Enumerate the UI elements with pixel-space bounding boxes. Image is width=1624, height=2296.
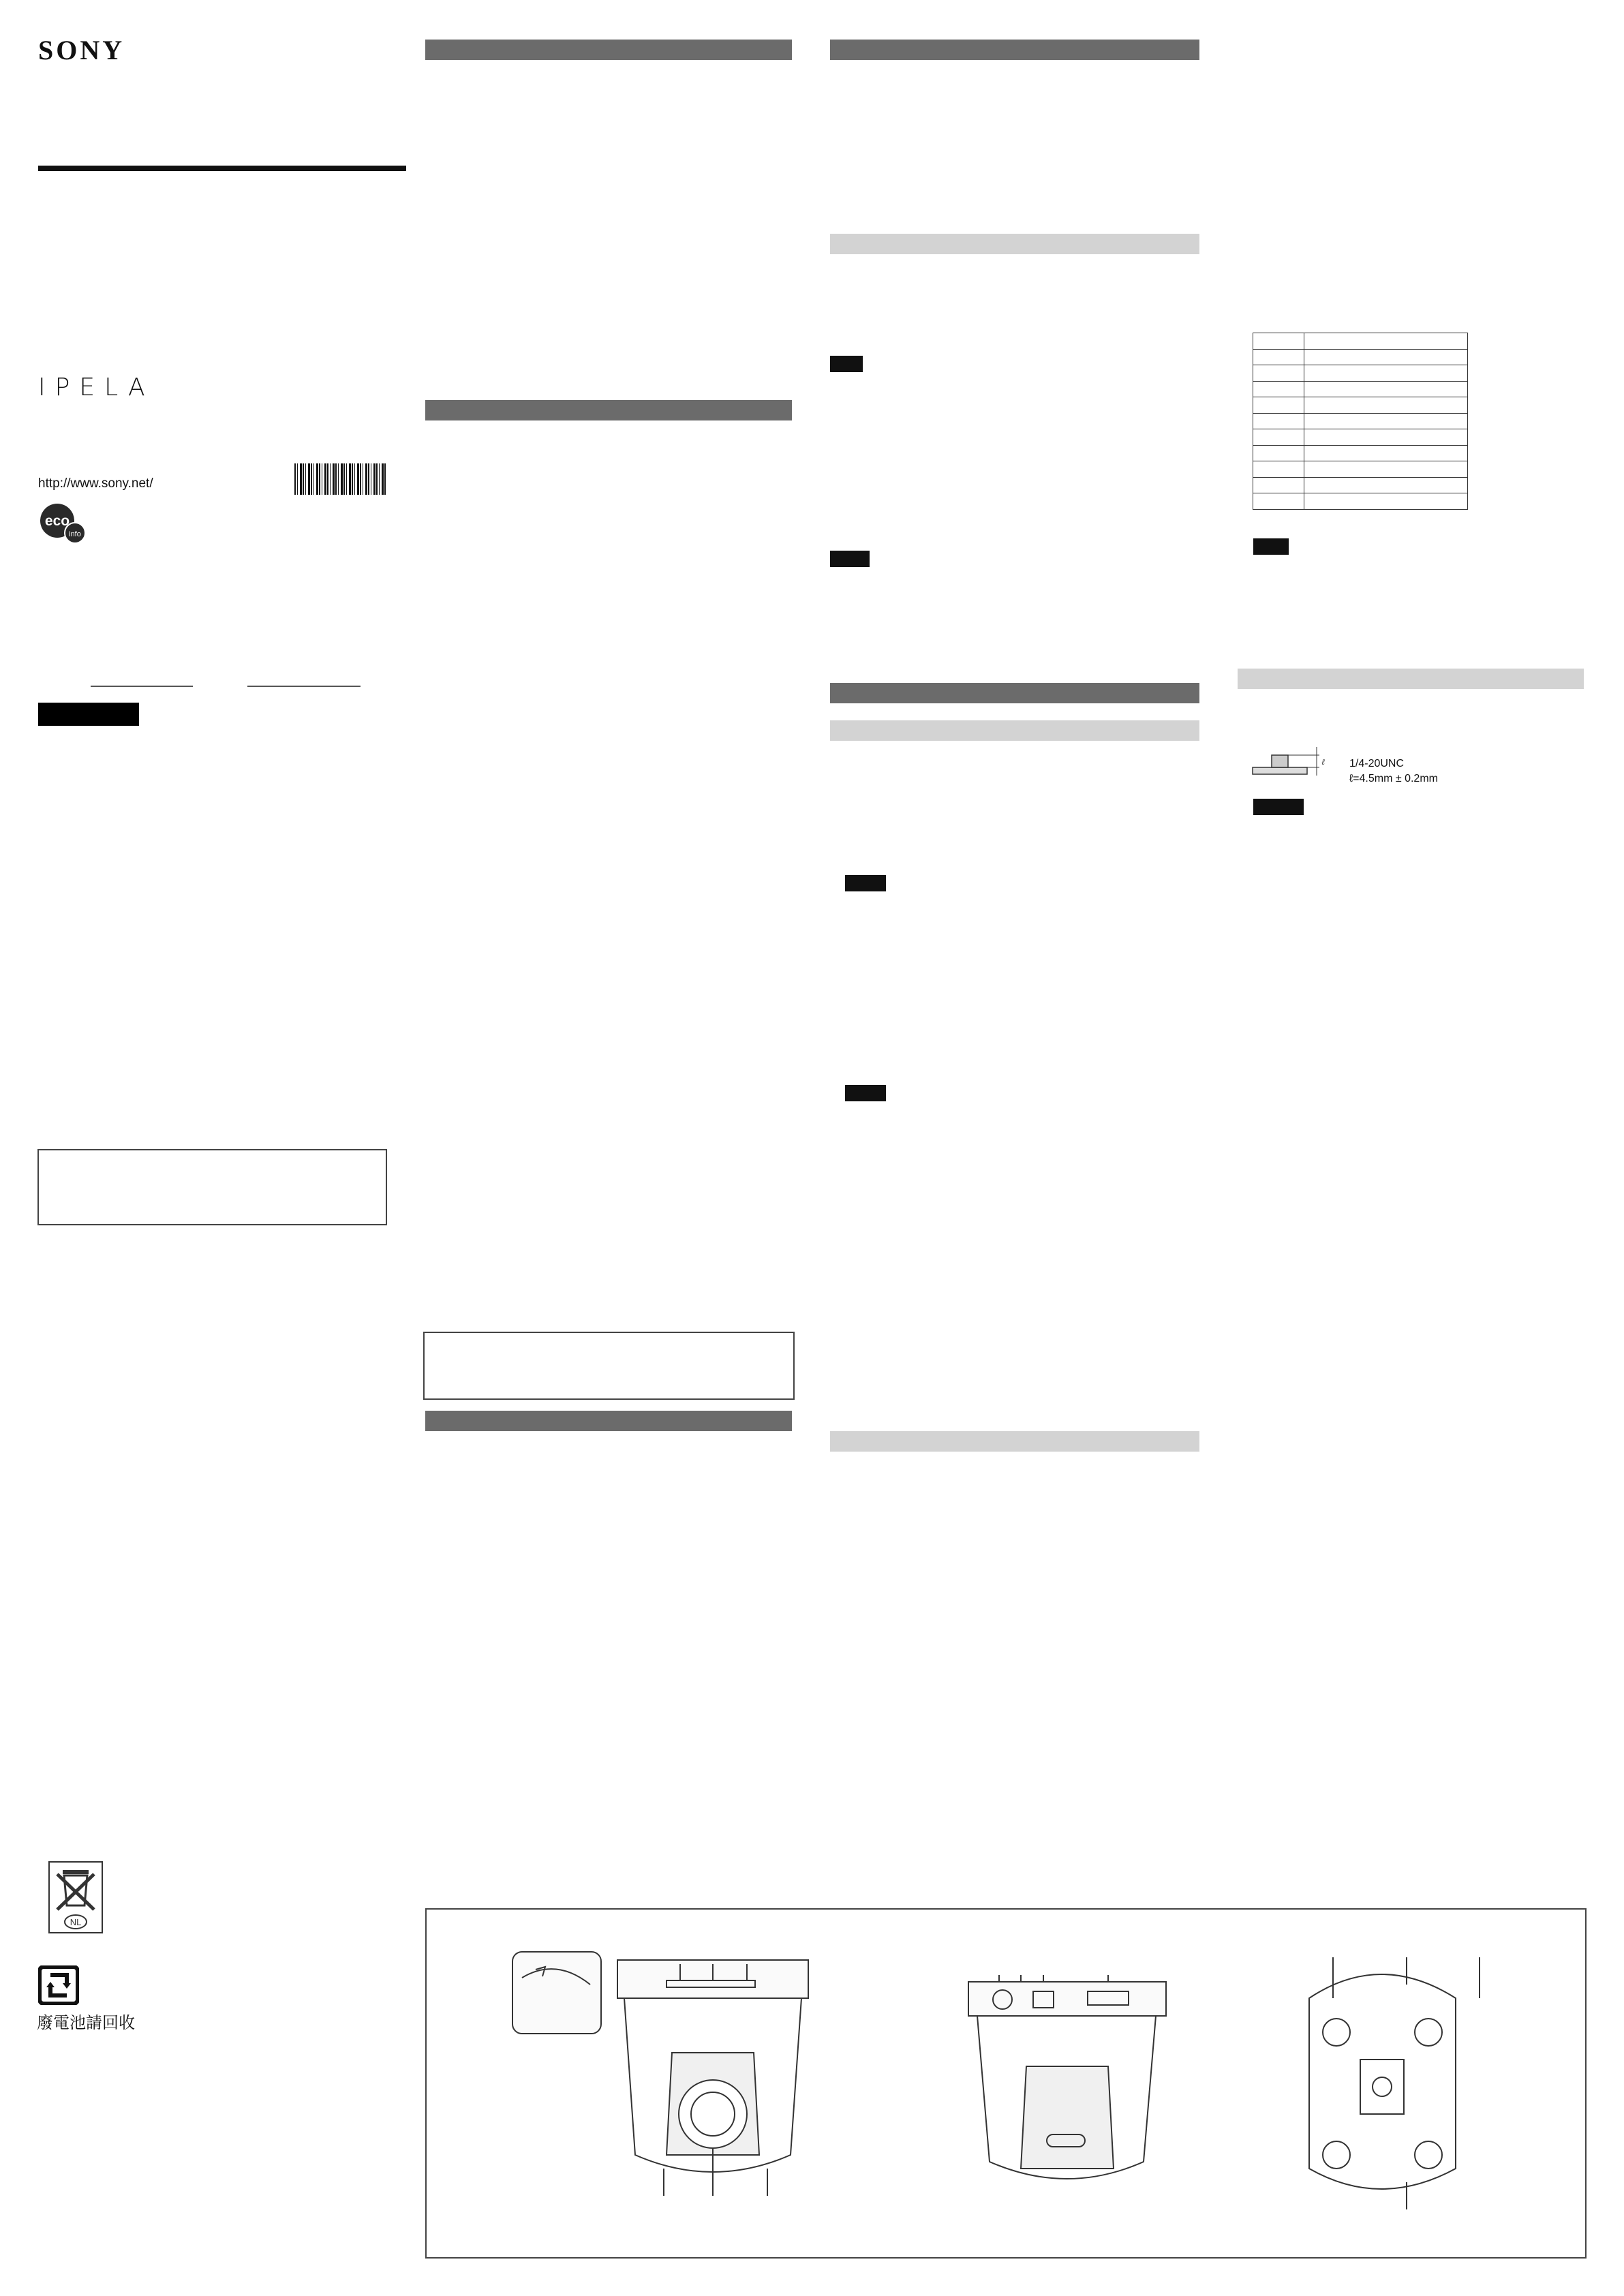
battery-recycle-text: 廢電池請回收 <box>37 2013 135 2032</box>
weee-bin-icon <box>48 1861 104 1934</box>
note-tag-2 <box>830 551 870 567</box>
subsection-header-4 <box>1238 669 1584 689</box>
note-tag-3 <box>845 875 886 891</box>
signature-line-left <box>91 686 193 687</box>
signature-line-right <box>247 686 361 687</box>
section-header-1 <box>425 40 792 60</box>
language-tag <box>38 703 139 726</box>
section-header-3 <box>425 1411 792 1431</box>
thread-spec: 1/4-20UNC <box>1349 758 1405 769</box>
subsection-header-1 <box>830 234 1199 254</box>
recycle-icon <box>38 1965 79 2005</box>
section-header-4 <box>830 40 1199 60</box>
note-tag-5 <box>1253 538 1289 555</box>
weee-label: NL <box>70 1917 82 1927</box>
subsection-header-3 <box>830 1431 1199 1452</box>
section-header-2 <box>425 400 792 420</box>
dimension-label: ℓ <box>1321 757 1325 767</box>
spec-table <box>1253 333 1468 510</box>
sony-logo: SONY <box>38 35 125 65</box>
notice-box-1 <box>37 1149 387 1225</box>
info-icon-label: info <box>69 530 81 538</box>
section-header-5 <box>830 683 1199 703</box>
caution-tag <box>1253 799 1304 815</box>
title-rule <box>38 166 406 171</box>
screw-hole-diagram <box>1251 743 1326 782</box>
depth-spec: ℓ=4.5mm ± 0.2mm <box>1349 773 1438 784</box>
eco-icon-label: eco <box>44 513 70 529</box>
subsection-header-2 <box>830 720 1199 741</box>
eco-info-icon <box>40 503 87 544</box>
note-tag-1 <box>830 356 863 372</box>
camera-figure-panel <box>425 1908 1587 2259</box>
ipela-logo: IPELA <box>38 373 155 401</box>
barcode <box>294 463 386 495</box>
note-tag-4 <box>845 1085 886 1101</box>
notice-box-2 <box>423 1332 795 1400</box>
website-url[interactable]: http://www.sony.net/ <box>38 476 153 491</box>
